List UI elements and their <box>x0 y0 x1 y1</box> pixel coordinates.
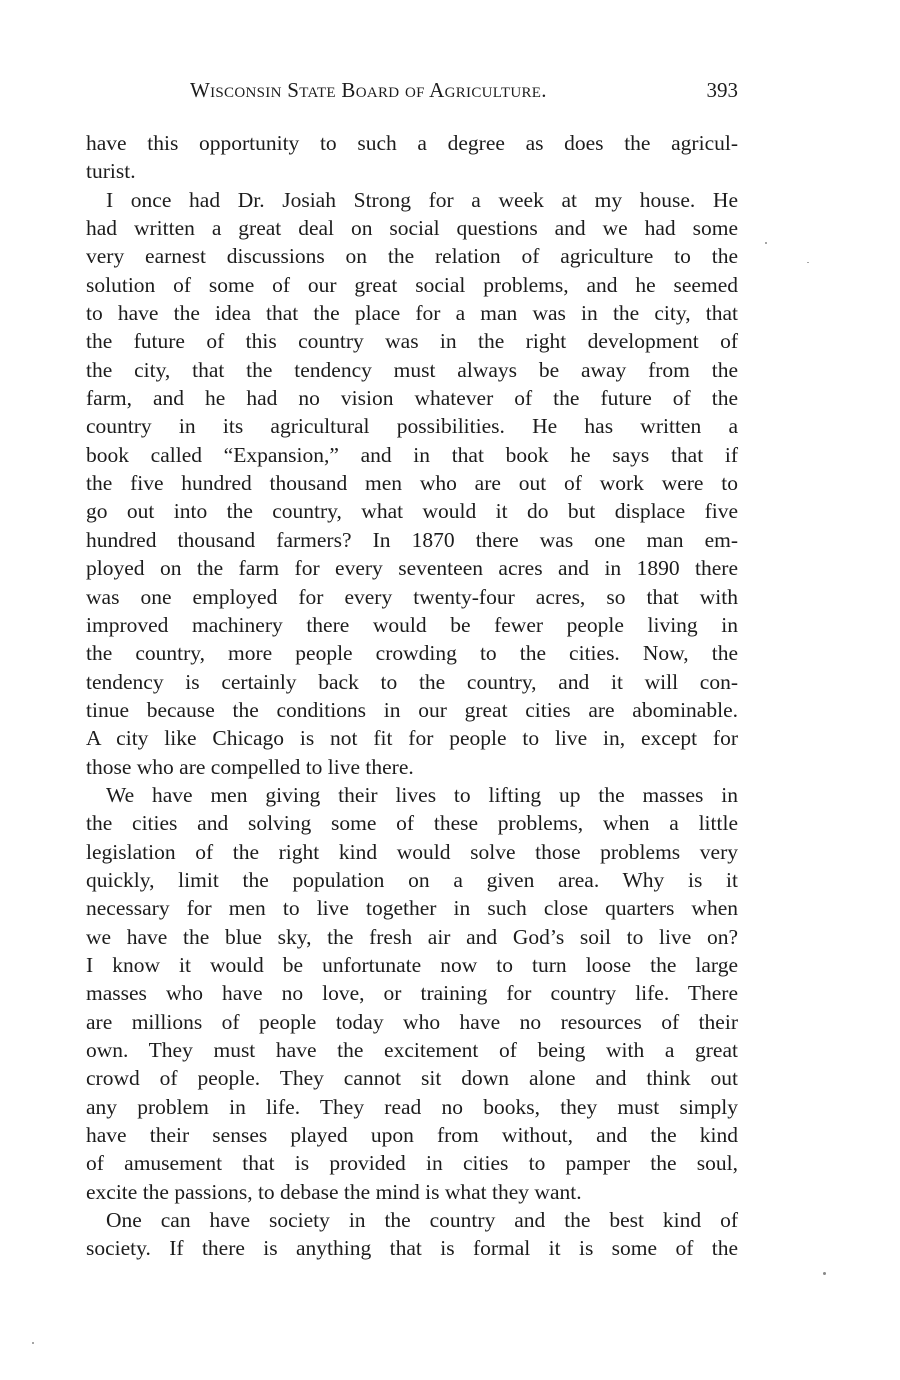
paper-speck <box>823 1272 826 1275</box>
text-line: very earnest discussions on the relation of agriculture to the <box>86 244 738 269</box>
paragraph <box>86 781 738 1206</box>
paper-speck <box>32 1342 34 1344</box>
text-line: own. They must have the excitement of being with a great <box>86 1038 738 1062</box>
text-line: was one employed for every twenty-four acres, so that with <box>86 584 738 609</box>
text-line: of amusement that is provided in cities to pamper the soul, <box>86 1151 738 1176</box>
text-line: legislation of the right kind would solve those problems very <box>86 839 738 864</box>
text-line: crowd of people. They cannot sit down alone and think out <box>86 1066 738 1091</box>
text-line: turist. <box>86 159 136 184</box>
text-line: society. If there is anything that is formal it is some of the <box>86 1236 738 1261</box>
text-line: have this opportunity to such a degree as does the agricul- <box>86 131 738 155</box>
text-line: farm, and he had no vision whatever of the future of the <box>86 386 738 411</box>
text-line: A city like Chicago is not fit for people to live in, except for <box>86 726 738 751</box>
text-line: go out into the country, what would it do but displace five <box>86 499 738 524</box>
running-head <box>86 78 738 108</box>
text-line: the five hundred thousand men who are out of work were to <box>86 471 738 496</box>
paragraph <box>86 1206 738 1263</box>
body-text <box>86 129 738 1263</box>
running-title: Wisconsin State Board of Agriculture. <box>190 78 547 102</box>
text-line: necessary for men to live together in such close quarters when <box>86 896 738 921</box>
page-number: 393 <box>706 78 738 102</box>
text-line: We have men giving their lives to lifting up the masses in <box>106 782 738 807</box>
paper-speck <box>765 242 767 244</box>
text-line: had written a great deal on social questions and we had some <box>86 216 738 241</box>
text-line: the country, more people crowding to the cities. Now, the <box>86 641 738 666</box>
text-line: the cities and solving some of these problems, when a little <box>86 811 738 836</box>
text-line: the city, that the tendency must always be away from the <box>86 357 738 382</box>
text-line: the future of this country was in the right development of <box>86 329 738 354</box>
text-line: improved machinery there would be fewer people living in <box>86 612 738 637</box>
text-line: we have the blue sky, the fresh air and God’s soil to live on? <box>86 924 738 949</box>
text-line: One can have society in the country and the best kind of <box>106 1208 738 1233</box>
text-line: ployed on the farm for every seventeen acres and in 1890 there <box>86 556 738 581</box>
text-line: tinue because the conditions in our great cities are abominable. <box>86 697 738 722</box>
text-line: tendency is certainly back to the country, and it will con- <box>86 669 738 694</box>
paragraph <box>86 129 738 186</box>
text-line: I know it would be unfortunate now to turn loose the large <box>86 952 738 977</box>
text-line: quickly, limit the population on a given area. Why is it <box>86 867 738 892</box>
paragraph <box>86 186 738 781</box>
text-line: have their senses played upon from without, and the kind <box>86 1123 738 1148</box>
text-line: those who are compelled to live there. <box>86 754 414 779</box>
text-line: book called “Expansion,” and in that book he says that if <box>86 442 738 467</box>
text-line: I once had Dr. Josiah Strong for a week at my house. He <box>106 187 738 212</box>
paper-speck <box>807 262 809 263</box>
text-line: any problem in life. They read no books, they must simply <box>86 1094 738 1119</box>
text-line: hundred thousand farmers? In 1870 there was one man em- <box>86 527 738 552</box>
text-line: country in its agricultural possibilities. He has written a <box>86 414 738 439</box>
text-line: are millions of people today who have no resources of their <box>86 1009 738 1034</box>
text-line: solution of some of our great social problems, and he seemed <box>86 272 738 297</box>
text-line: to have the idea that the place for a man was in the city, that <box>86 301 738 326</box>
text-line: excite the passions, to debase the mind is what they want. <box>86 1179 582 1204</box>
text-line: masses who have no love, or training for country life. There <box>86 981 738 1006</box>
